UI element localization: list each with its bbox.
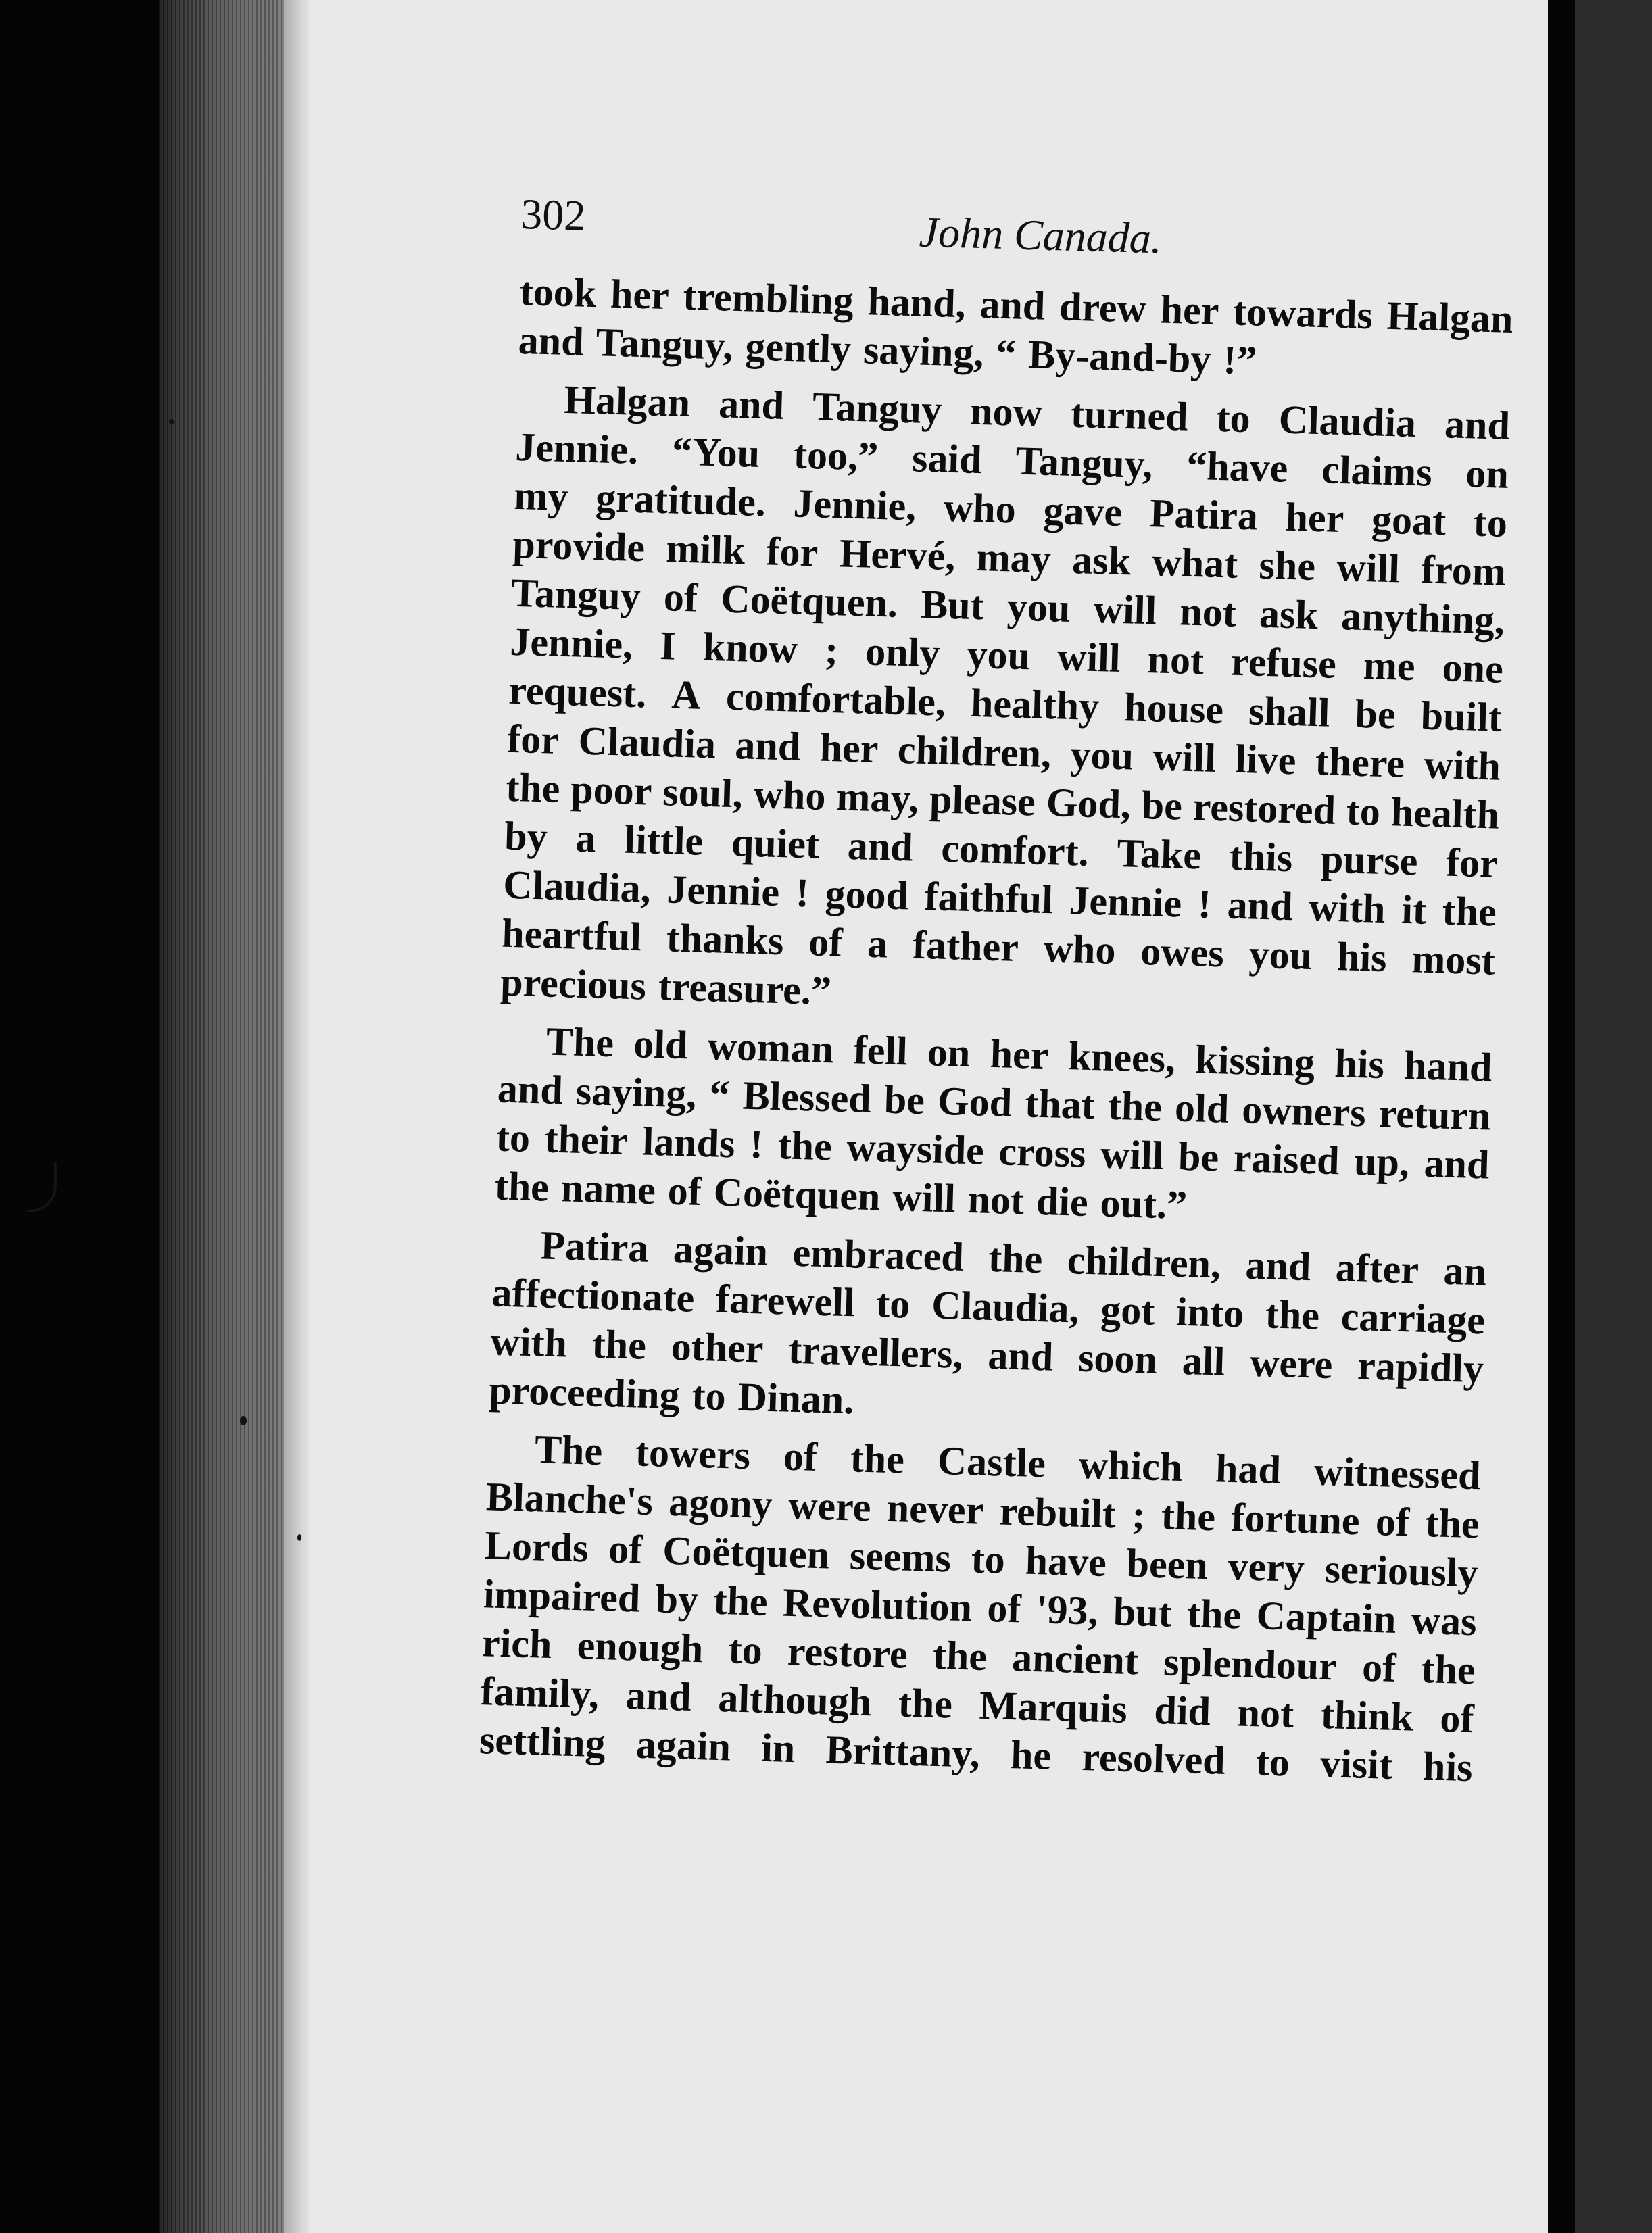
word: all <box>1182 1338 1226 1384</box>
word: Halgan <box>1386 293 1514 342</box>
word: not <box>1179 589 1237 635</box>
word: die <box>1036 1178 1089 1225</box>
word: not <box>1146 637 1205 683</box>
word: carriage <box>1340 1294 1486 1343</box>
word: will <box>1152 734 1217 781</box>
word: gave <box>1042 487 1123 535</box>
word: only <box>865 629 941 676</box>
word: and <box>1244 1242 1312 1290</box>
word: old <box>633 1021 689 1068</box>
word: woman <box>706 1023 835 1072</box>
word: by <box>504 813 548 860</box>
word: hand <box>1403 1042 1493 1090</box>
word: God <box>937 1078 1013 1125</box>
word: the <box>850 1436 905 1482</box>
word: know <box>702 624 798 672</box>
word: got <box>1100 1287 1156 1333</box>
word: and <box>1444 401 1511 448</box>
word: with <box>1308 884 1386 932</box>
word: But <box>920 581 985 629</box>
word: and <box>734 722 802 769</box>
word: the <box>494 1163 550 1210</box>
word: she <box>1258 542 1316 589</box>
word: my <box>513 472 569 520</box>
word: of <box>986 1586 1022 1631</box>
word: embraced <box>792 1229 965 1279</box>
word: the <box>1265 1292 1320 1338</box>
word: seriously <box>1324 1546 1479 1596</box>
word: with <box>1423 741 1501 789</box>
word: with <box>489 1319 568 1366</box>
word: Jennie <box>1068 878 1183 926</box>
word: ; <box>1131 1492 1146 1538</box>
scan-speck <box>169 419 174 424</box>
word: faithful <box>923 874 1054 923</box>
word: return <box>1378 1090 1492 1139</box>
word: old <box>1174 1085 1230 1131</box>
word: Lords <box>484 1523 589 1571</box>
word: Revolution <box>782 1579 973 1630</box>
word: ; <box>824 627 840 673</box>
word: saying, <box>863 327 985 376</box>
word: saying, <box>575 1068 698 1116</box>
word: now <box>969 388 1044 435</box>
word: Captain <box>1255 1593 1397 1642</box>
word: Jennie. <box>514 424 639 472</box>
word: “You <box>671 428 761 476</box>
word: from <box>1420 547 1507 594</box>
scan-speck <box>240 1416 247 1425</box>
word: that <box>1024 1081 1096 1128</box>
word: gratitude. <box>595 475 767 525</box>
word: affectionate <box>491 1270 696 1321</box>
word: resolved <box>1081 1734 1226 1783</box>
word: be <box>1140 782 1183 829</box>
word: what <box>1151 539 1239 587</box>
word: Marquis <box>978 1682 1128 1732</box>
word: the <box>1161 1493 1216 1540</box>
word: the <box>505 764 561 811</box>
word: to <box>495 1114 531 1160</box>
word: witnessed <box>1313 1448 1482 1498</box>
word: the <box>591 1321 647 1368</box>
word: after <box>1335 1245 1420 1292</box>
word: kissing <box>1194 1037 1316 1085</box>
word: towers <box>635 1429 751 1478</box>
word: anything, <box>1340 593 1505 643</box>
word: cross <box>998 1129 1087 1176</box>
word: Tanguy, <box>595 320 734 368</box>
word: who <box>943 485 1017 532</box>
word: Tanguy <box>510 570 641 619</box>
word: agony <box>668 1479 773 1527</box>
word: little <box>623 816 704 864</box>
word: I <box>659 622 677 668</box>
word: claims <box>1321 447 1433 495</box>
word: enough <box>576 1623 704 1671</box>
word: goat <box>1371 497 1447 544</box>
word: “have <box>1186 443 1289 491</box>
word: of <box>1361 1644 1397 1690</box>
word: Claudia, <box>502 862 652 911</box>
word: think <box>1320 1692 1414 1740</box>
facing-page-edge <box>1575 0 1652 2233</box>
word: to <box>727 1627 763 1673</box>
word: purse <box>1320 836 1419 884</box>
word: be <box>883 1077 925 1123</box>
word: again <box>635 1721 731 1769</box>
word: Jennie, <box>509 618 634 667</box>
word: heartful <box>501 910 642 960</box>
word: of <box>663 574 698 620</box>
word: the <box>932 1632 988 1679</box>
word: most <box>1411 936 1496 983</box>
word: of <box>1375 1499 1410 1545</box>
word: not <box>1236 1690 1295 1736</box>
word: of <box>808 919 844 965</box>
word: and <box>518 317 585 364</box>
word: and <box>1423 1140 1490 1187</box>
word: children, <box>897 727 1052 777</box>
word: “ <box>708 1072 731 1118</box>
word: father <box>912 922 1019 970</box>
word: Halgan <box>563 376 691 426</box>
word: seems <box>849 1533 952 1581</box>
word: gently <box>744 324 852 372</box>
word: and <box>1226 882 1294 929</box>
word: the <box>1420 1646 1476 1693</box>
word: her <box>1284 494 1345 541</box>
running-head: John Canada. <box>918 207 1163 263</box>
word: restored <box>1192 784 1336 833</box>
word: to <box>1346 788 1381 834</box>
word: Coëtquen <box>712 1169 881 1219</box>
word: be <box>1354 691 1396 737</box>
word: raised <box>1233 1135 1340 1183</box>
word: ! <box>1197 881 1212 927</box>
word: Take <box>1116 830 1202 878</box>
word: Jennie, <box>792 481 917 529</box>
word: Jennie <box>666 866 781 915</box>
word: to <box>1255 1739 1290 1785</box>
book-page-edges <box>159 0 287 2233</box>
word: trembling <box>682 273 854 323</box>
word: Brittany, <box>825 1727 981 1776</box>
word: to <box>1473 499 1508 545</box>
word: Claudia <box>577 718 716 767</box>
word: and <box>847 823 914 870</box>
word: the <box>898 1680 953 1727</box>
word: proceeding <box>488 1367 681 1418</box>
word: healthy <box>970 680 1100 729</box>
word: hand, <box>867 278 967 326</box>
word: will <box>1336 544 1401 591</box>
word: settling <box>479 1717 606 1766</box>
word: a <box>575 815 597 861</box>
word: her <box>819 725 879 772</box>
word: had <box>1215 1446 1282 1493</box>
word: the <box>1107 1083 1163 1129</box>
word: his <box>1334 1041 1385 1087</box>
word: owners <box>1241 1087 1367 1135</box>
word: have <box>1024 1538 1107 1585</box>
word: health <box>1390 789 1500 837</box>
word: said <box>911 435 983 483</box>
word: poor <box>570 766 653 814</box>
word: Coëtquen <box>662 1527 830 1577</box>
word: her <box>989 1031 1050 1078</box>
word: Patira <box>1149 491 1259 539</box>
word: ! <box>795 870 810 916</box>
word: their <box>543 1116 629 1163</box>
word: the <box>1441 888 1497 935</box>
word: travellers, <box>787 1327 964 1377</box>
word: you <box>1006 584 1071 631</box>
word: were <box>1249 1340 1334 1388</box>
word: did <box>1153 1688 1211 1734</box>
word: Claudia, <box>931 1282 1080 1331</box>
word: name <box>560 1165 656 1213</box>
word: children, <box>1066 1237 1221 1287</box>
body-text <box>479 267 1513 1792</box>
page-number: 302 <box>520 190 587 240</box>
word: be <box>1177 1133 1220 1180</box>
word: into <box>1175 1289 1245 1336</box>
word: and <box>718 381 785 428</box>
word: and <box>497 1066 564 1113</box>
word: was <box>1410 1597 1478 1644</box>
word: there <box>1315 739 1405 786</box>
word: you <box>1069 732 1134 779</box>
word: Hervé, <box>838 531 956 579</box>
word: and <box>987 1332 1054 1379</box>
word: an <box>1442 1248 1487 1294</box>
word: although <box>717 1675 873 1725</box>
word: precious <box>500 959 647 1008</box>
word: God, <box>1045 780 1132 827</box>
word: to <box>970 1536 1006 1582</box>
word: ! <box>749 1121 764 1167</box>
word: Tanguy, <box>1015 438 1154 487</box>
word: me <box>1363 643 1416 689</box>
word: The <box>545 1019 614 1066</box>
word: The <box>534 1427 604 1474</box>
word: splendour <box>1163 1639 1338 1689</box>
word: you <box>966 631 1031 679</box>
word: thanks <box>666 915 785 964</box>
word: drew <box>1059 284 1147 331</box>
word: ancient <box>1011 1635 1139 1684</box>
word: fell <box>852 1027 908 1074</box>
word: knees, <box>1067 1033 1177 1081</box>
word: owes <box>1140 929 1225 976</box>
word: By-and-by <box>1027 332 1212 382</box>
word: you <box>1248 931 1313 979</box>
word: provide <box>512 521 646 570</box>
word: very <box>1227 1543 1305 1591</box>
word: request. <box>508 667 648 716</box>
word: lands <box>641 1119 736 1167</box>
word: farewell <box>715 1276 856 1325</box>
word: on <box>1465 451 1509 497</box>
word: up, <box>1353 1138 1410 1185</box>
word: other <box>670 1323 764 1371</box>
word: Claudia <box>1278 397 1417 446</box>
word: milk <box>665 526 746 573</box>
word: never <box>886 1485 985 1533</box>
word: visit <box>1319 1740 1393 1788</box>
word: !” <box>1222 337 1258 383</box>
word: will <box>1056 634 1121 681</box>
word: may <box>975 535 1052 582</box>
word: which <box>1077 1442 1184 1490</box>
word: on <box>927 1029 971 1076</box>
word: again <box>673 1226 769 1274</box>
word: A <box>671 672 702 718</box>
word: the <box>1186 1591 1242 1638</box>
word: live <box>1234 736 1297 783</box>
word: by <box>654 1576 700 1623</box>
word: his <box>1336 934 1388 981</box>
word: the <box>777 1123 833 1169</box>
word: were <box>787 1482 872 1530</box>
word: in <box>760 1725 796 1771</box>
word: will <box>892 1174 956 1221</box>
word: ask <box>1071 537 1132 584</box>
word: will <box>1092 586 1158 633</box>
word: rapidly <box>1357 1343 1484 1392</box>
word: of <box>783 1433 818 1479</box>
word: this <box>1228 833 1294 881</box>
word: been <box>1125 1540 1209 1588</box>
word: of <box>1439 1695 1475 1742</box>
word: rich <box>481 1620 553 1667</box>
word: of <box>608 1526 643 1572</box>
word: impaired <box>483 1571 641 1621</box>
word: please <box>929 777 1036 825</box>
word: for <box>506 716 560 762</box>
word: Blessed <box>742 1073 872 1121</box>
word: built <box>1419 693 1503 740</box>
word: to <box>691 1373 727 1419</box>
word: family, <box>480 1669 600 1717</box>
word: soon <box>1077 1335 1158 1382</box>
word: the <box>712 1577 769 1624</box>
word: Tanguy <box>812 384 943 433</box>
word: out.” <box>1099 1180 1188 1228</box>
word: Blanche's <box>485 1474 654 1524</box>
word: and <box>625 1673 692 1719</box>
word: who <box>1042 926 1117 973</box>
word: took <box>519 268 598 316</box>
word: comfort. <box>940 825 1090 875</box>
word: his <box>1422 1744 1474 1790</box>
word: for <box>765 529 819 575</box>
word: Patira <box>539 1223 650 1271</box>
word: rebuilt <box>998 1488 1117 1537</box>
word: restore <box>787 1628 908 1677</box>
word: the <box>1424 1500 1480 1547</box>
word: Dinan. <box>737 1374 855 1423</box>
word: it <box>1401 887 1427 933</box>
word: fortune <box>1230 1495 1361 1544</box>
word: soul, <box>662 769 744 816</box>
word: towards <box>1232 289 1374 338</box>
word: may, <box>835 774 920 821</box>
word: comfortable, <box>725 673 946 725</box>
word: for <box>1445 839 1499 886</box>
word: shall <box>1248 688 1331 735</box>
word: a <box>867 921 889 966</box>
word: her <box>610 271 670 318</box>
word: wayside <box>846 1124 985 1173</box>
word: of <box>666 1168 702 1214</box>
word: to <box>875 1281 911 1327</box>
word: he <box>1010 1732 1052 1778</box>
word: Castle <box>937 1438 1046 1486</box>
word: Coëtquen. <box>720 576 898 626</box>
word: not <box>967 1177 1025 1223</box>
word: will <box>1100 1131 1165 1179</box>
word: too,” <box>793 432 879 479</box>
word: refuse <box>1230 639 1337 687</box>
word: ask <box>1259 591 1319 638</box>
word: good <box>824 870 910 918</box>
word: quiet <box>731 820 820 867</box>
word: turned <box>1070 391 1189 439</box>
word: “ <box>995 330 1017 376</box>
scan-speck <box>297 1534 301 1541</box>
word: one <box>1441 645 1504 691</box>
word: treasure.” <box>658 964 832 1014</box>
word: to <box>1215 395 1251 441</box>
word: '93, <box>1036 1587 1099 1634</box>
word: her <box>1159 287 1220 333</box>
word: who <box>752 771 827 818</box>
word: house <box>1123 685 1225 733</box>
word: but <box>1113 1589 1173 1636</box>
word: the <box>988 1235 1044 1282</box>
word: and <box>979 282 1046 328</box>
